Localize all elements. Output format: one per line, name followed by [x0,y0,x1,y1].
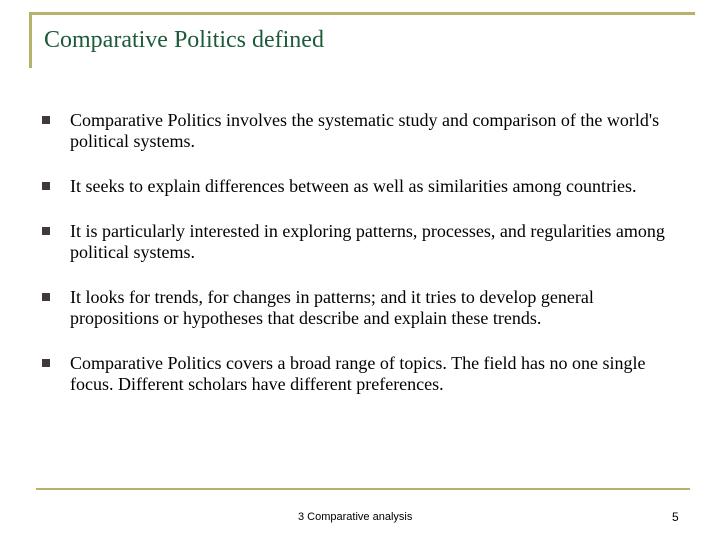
bullet-text: It looks for trends, for changes in patterns; and it tries to develop general propositions or hypotheses that describe and explain these trends. [70,287,594,328]
bullet-text: It is particularly interested in exploring patterns, processes, and regularities among political systems. [70,221,665,262]
bullet-item [42,221,682,263]
slide-title: Comparative Politics defined [44,27,324,53]
bullet-list [42,110,682,419]
bullet-item [42,287,682,329]
square-bullet-icon [42,293,50,301]
footer-label: 3 Comparative analysis [298,511,413,523]
square-bullet-icon [42,359,50,367]
square-bullet-icon [42,182,50,190]
bullet-text: Comparative Politics involves the systematic study and comparison of the world's political systems. [70,110,660,151]
footer-divider [36,488,690,490]
bullet-text: It seeks to explain differences between as well as similarities among countries. [70,176,637,196]
square-bullet-icon [42,116,50,124]
bullet-item [42,353,682,395]
bullet-item [42,110,682,152]
bullet-item [42,176,682,197]
page-number: 5 [672,510,679,524]
square-bullet-icon [42,227,50,235]
bullet-text: Comparative Politics covers a broad range of topics. The field has no one single focus. Different scholars have different preferences. [70,353,646,394]
